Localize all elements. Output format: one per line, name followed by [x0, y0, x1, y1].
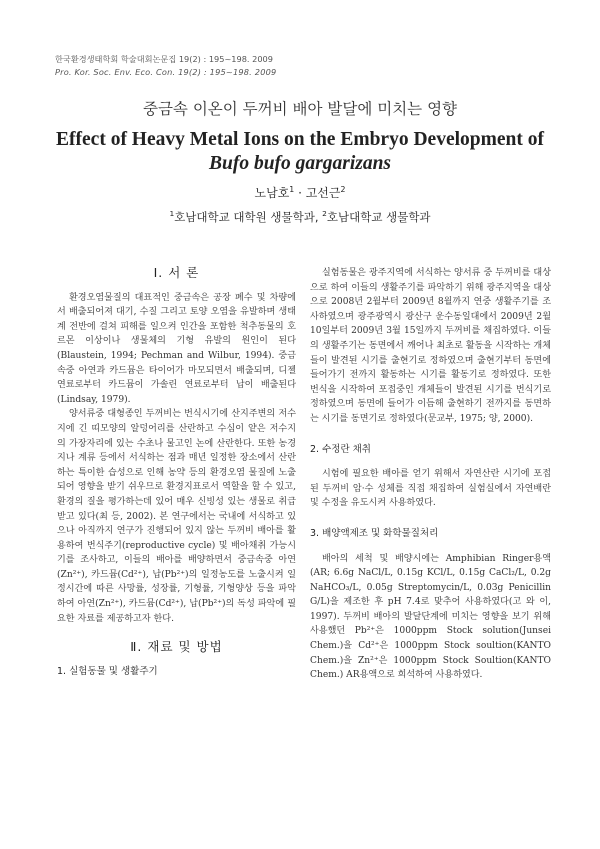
- affiliation-2-mark: 2: [322, 209, 327, 219]
- author-name-2: 고선근: [305, 186, 341, 200]
- affiliation-1-mark: 1: [169, 209, 175, 219]
- section-heading-methods: Ⅱ. 재료 및 방법: [130, 639, 223, 655]
- affiliations: [0, 209, 600, 225]
- author-separator: ·: [294, 186, 306, 200]
- title-species: Bufo bufo gargarizans: [208, 153, 392, 174]
- subsection-heading-animals: 1. 실험동물 및 생활주기: [57, 665, 158, 677]
- journal-citation-english: Pro. Kor. Soc. Env. Eco. Con. 19(2) : 195~198. 2009: [55, 67, 277, 77]
- right-column: [310, 266, 551, 683]
- subsection-heading-eggs: 2. 수정란 채취: [310, 443, 371, 455]
- author-list: [0, 184, 600, 201]
- left-column: [57, 266, 296, 689]
- culture-paragraph: 배아의 세척 및 배양시에는 Amphibian Ringer용액(AR; 6.6g NaCl/L, 0.15g KCl/L, 0.15g CaCl₂/L, 0.2g NaHCO₃/L, 0.05g Streptomycin/L, 0.03g Penicillin G/L)을 제조한 후 pH 7.4로 맞추어 사용하였다(고 와 이, 1997). 두꺼비 배아의 발달단계에 미치는 영향을 보기 위해 사용했던 Pb²⁺은 1000ppm Stock solution(Junsei Chem.)을 Cd²⁺은 1000ppm Stock soultion(KANTO Chem.)을 Zn²⁺은 1000ppm Stock Soultion(KANTO Chem.) AR용액으로 희석하여 사용하였다.: [310, 553, 551, 681]
- journal-citation: [55, 53, 276, 79]
- journal-citation-korean: 한국환경생태학회 학술대회논문집 19(2) : 195~198. 2009: [55, 54, 273, 64]
- intro-paragraph-1: 환경오염물질의 대표적인 중금속은 공장 폐수 및 차량에서 배출되어져 대기, 수질 그리고 토양 오염을 유발하며 생태계 전반에 걸쳐 피해를 일으켜 인간을 포함한 척추동물의 호르몬 이상이나 생물체의 기형 유발의 원인이 된다(Blaustein, 1994; Pechman and Wilbur, 1994). 중금속중 아연과 카드뮴은 타이어가 마모되면서 배출되며, 디젤연료로부터 카드뮴이 가솔린 연료로부터 납이 배출된다(Lindsay, 1979).: [57, 292, 296, 405]
- title-english-line1: Effect of Heavy Metal Ions on the Embryo Development of: [56, 129, 544, 150]
- affiliation-1: 호남대학교 대학원 생물학과,: [174, 210, 323, 224]
- affiliation-2: 호남대학교 생물학과: [326, 210, 431, 224]
- author-2-affiliation-mark: 2: [340, 185, 346, 194]
- title-korean: 중금속 이온이 두꺼비 배아 발달에 미치는 영향: [142, 100, 458, 118]
- intro-paragraph-2: 양서류중 대형종인 두꺼비는 번식시기에 산지주변의 저수지에 긴 띠모양의 알덩어리를 산란하고 수심이 얕은 저수지의 가장자리에 있는 수초나 물고인 논에 산란한다. 또한 농경지나 계류 등에서 서식하는 점과 매년 일정한 장소에서 산란하는 특이한 습성으로 인해 농약 등의 환경오염 물질에 노출되어 영향을 받기 쉬우므로 환경지표로서 역할을 할 수 있고, 환경의 질을 평가하는데 있어 매우 신빙성 있는 생물로 취급받고 있다(최 등, 2002). 본 연구에서는 국내에 서식하고 있으나 아직까지 연구가 진행되어 있지 않는 두꺼비 배아를 활용하여 번식주기(reproductive cycle) 및 배아채취 가능시기를 조사하고, 이들의 배아를 배양하면서 중금속중 아연(Zn²⁺), 카드뮴(Cd²⁺), 납(Pb²⁺)의 일정농도를 노출시켜 일정시간에 따른 사망률, 성장률, 기형률, 기형양상 등을 파악하여 아연(Zn²⁺), 카드뮴(Cd²⁺), 납(Pb²⁺)의 독성 파악에 필요한 자료를 제공하고자 한다.: [57, 409, 296, 624]
- animals-paragraph: 실험동물은 광주지역에 서식하는 양서류 중 두꺼비를 대상으로 하여 이들의 생활주기를 파악하기 위해 광주지역을 대상으로 2008년 2월부터 2009년 8월까지 연중 생활주기를 조사하였으며 광주광역시 광산구 운수동일대에서 2009년 2월 10일부터 2009년 3월 15일까지 두꺼비를 채집하였다. 이들의 생활주기는 동면에서 깨어나 최초로 활동을 시작하는 개체들이 발견된 시기를 출현기로 정하였으며 출현기부터 동면에 들어가기 전까지 활동하는 시기를 활동기로 정하였다. 또한 번식을 시작하여 포접중인 개체들이 발견된 시기를 번식기로 정하였으며 동면에 들어가 이듬해 출현하기 전까지를 동면하는 시기를 동면기로 정하였다(문교부, 1975; 양, 2000).: [310, 268, 551, 424]
- author-name-1: 노남호: [254, 186, 290, 200]
- author-1-affiliation-mark: 1: [289, 185, 295, 194]
- title-english: [0, 128, 600, 176]
- eggs-paragraph: 시험에 필요한 배아를 얻기 위해서 자연산란 시기에 포접된 두꺼비 암·수 성체를 직접 채집하여 실험실에서 자연배란 및 수정을 유도시켜 사용하였다.: [310, 469, 551, 509]
- subsection-heading-culture: 3. 배양액제조 및 화학물질처리: [310, 527, 439, 539]
- section-heading-introduction: Ⅰ. 서 론: [153, 265, 200, 280]
